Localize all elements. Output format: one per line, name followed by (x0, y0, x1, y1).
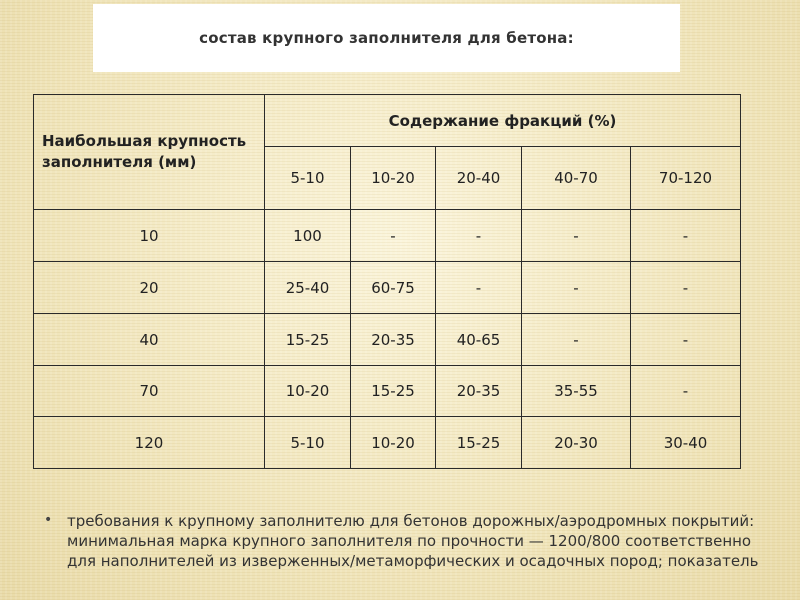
value-cell: 20-30 (522, 417, 631, 469)
value-cell: 20-35 (436, 366, 522, 417)
value-cell: - (436, 262, 522, 314)
size-cell: 70 (34, 366, 265, 417)
value-cell: 20-35 (351, 314, 436, 366)
title-box (93, 4, 680, 72)
value-cell: - (522, 314, 631, 366)
bullet-marker: • (44, 512, 53, 528)
value-cell: - (631, 314, 741, 366)
fraction-header-cell: 20-40 (436, 147, 522, 210)
value-cell: 25-40 (265, 262, 351, 314)
value-cell: 15-25 (351, 366, 436, 417)
value-cell: - (522, 262, 631, 314)
table-row (34, 262, 741, 314)
value-cell: - (631, 262, 741, 314)
value-cell: 15-25 (436, 417, 522, 469)
size-cell: 40 (34, 314, 265, 366)
value-cell: - (351, 210, 436, 262)
value-cell: 15-25 (265, 314, 351, 366)
requirements-note: требования к крупному заполнителю для бетонов дорожных/аэродромных покрытий: минимальная марка крупного заполнителя по прочности — 1200/800 соответственно для наполнителей из изверженных/метаморфических и осадочных пород; показатель (67, 512, 759, 570)
fraction-header-cell: 40-70 (522, 147, 631, 210)
slide-title: состав крупного заполнителя для бетона: (199, 29, 574, 47)
fraction-header-cell: 10-20 (351, 147, 436, 210)
value-cell: 10-20 (265, 366, 351, 417)
size-cell: 10 (34, 210, 265, 262)
size-cell: 120 (34, 417, 265, 469)
size-cell: 20 (34, 262, 265, 314)
fraction-header-cell: 70-120 (631, 147, 741, 210)
table-row (34, 366, 741, 417)
value-cell: 35-55 (522, 366, 631, 417)
value-cell: 5-10 (265, 417, 351, 469)
table-row (34, 210, 741, 262)
value-cell: - (436, 210, 522, 262)
value-cell: 30-40 (631, 417, 741, 469)
value-cell: 40-65 (436, 314, 522, 366)
value-cell: 10-20 (351, 417, 436, 469)
table-row (34, 314, 741, 366)
header-fraction-content: Содержание фракций (%) (265, 95, 741, 147)
value-cell: - (522, 210, 631, 262)
header-max-size: Наибольшая крупность заполнителя (мм) (34, 95, 265, 210)
value-cell: - (631, 210, 741, 262)
fraction-table (33, 94, 741, 469)
table-row (34, 417, 741, 469)
value-cell: - (631, 366, 741, 417)
value-cell: 60-75 (351, 262, 436, 314)
value-cell: 100 (265, 210, 351, 262)
fraction-header-cell: 5-10 (265, 147, 351, 210)
